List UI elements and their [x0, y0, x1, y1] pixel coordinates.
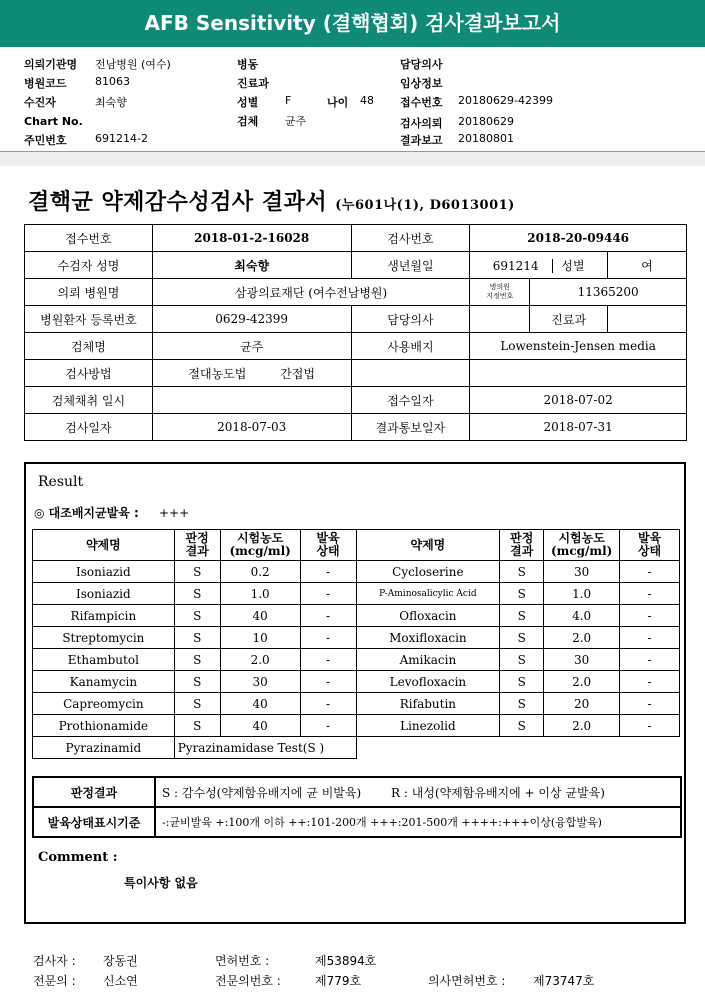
control-growth	[34, 504, 189, 521]
test-date-label: 검사일자	[25, 414, 153, 441]
clinical-label: 임상정보	[400, 77, 443, 90]
growth-status: -	[300, 671, 356, 693]
dob-value	[470, 252, 608, 279]
drug-name: Streptomycin	[33, 627, 175, 649]
judge-result: S	[174, 671, 220, 693]
method-value	[152, 360, 351, 387]
judge-result: S	[174, 605, 220, 627]
test-no-label: 검사번호	[351, 225, 470, 252]
judge-result: S	[500, 583, 544, 605]
test-concentration: 10	[220, 627, 300, 649]
ward-label: 병동	[237, 58, 259, 71]
growth-status: -	[620, 583, 680, 605]
table-row	[33, 605, 680, 627]
hospital-label: 의뢰 병원명	[25, 279, 153, 306]
reg-value: 0629-42399	[152, 306, 351, 333]
judge-result: S	[174, 649, 220, 671]
drug-name: Pyrazinamid	[33, 737, 175, 759]
name-value: 최숙향	[152, 252, 351, 279]
institution-value: 전남병원 (여수)	[95, 58, 171, 71]
growth-status: -	[300, 561, 356, 583]
doctor-label: 담당의사	[351, 306, 470, 333]
col-drug-left: 약제명	[33, 530, 175, 561]
report-banner-title: AFB Sensitivity (결핵협회) 검사결과보고서	[0, 0, 705, 47]
judge-result: S	[500, 693, 544, 715]
judge-result: S	[500, 671, 544, 693]
receipt-no-label: 접수번호	[25, 225, 153, 252]
growth-status: -	[620, 693, 680, 715]
col-judge-right-1: 판정	[510, 531, 534, 545]
table-row	[33, 671, 680, 693]
result-label: Result	[38, 474, 84, 490]
growth-status: -	[300, 605, 356, 627]
drug-name: Amikacin	[356, 649, 500, 671]
doctor-label: 담당의사	[400, 58, 443, 71]
document-title	[28, 185, 515, 216]
test-concentration: 30	[220, 671, 300, 693]
growth-status: -	[300, 583, 356, 605]
doctor-value	[470, 306, 530, 333]
sex-value: F	[285, 94, 292, 107]
drug-name: Cycloserine	[356, 561, 500, 583]
drug-name: Moxifloxacin	[356, 627, 500, 649]
comment-value: 특이사항 없음	[124, 876, 198, 890]
footer	[0, 948, 705, 998]
table-row	[33, 649, 680, 671]
specialist-no-label: 전문의번호 :	[215, 974, 281, 988]
medium-label: 사용배지	[351, 333, 470, 360]
judge-result: S	[500, 627, 544, 649]
collect-value	[152, 387, 351, 414]
method-empty	[351, 360, 470, 387]
designated-label-line-1: 병의원	[489, 283, 510, 291]
dept-label: 진료과	[237, 77, 269, 90]
growth-status: -	[620, 605, 680, 627]
judge-result: S	[174, 627, 220, 649]
requested-value: 20180629	[458, 115, 514, 128]
col-conc-right-1: 시험농도	[558, 531, 605, 545]
reported-value: 20180801	[458, 132, 514, 145]
patient-info-table	[24, 224, 687, 441]
growth-status: -	[300, 693, 356, 715]
legend-judge-s: S : 감수성(약제함유배지에 균 비발육)	[162, 785, 362, 800]
receive-label: 접수일자	[351, 387, 470, 414]
drug-name: Rifampicin	[33, 605, 175, 627]
test-date-value: 2018-07-03	[152, 414, 351, 441]
document-subtitle: (누601나(1), D6013001)	[335, 198, 515, 213]
judge-result: S	[174, 561, 220, 583]
patient-label: 수진자	[24, 96, 56, 109]
reg-label: 병원환자 등록번호	[25, 306, 153, 333]
test-concentration: 2.0	[544, 627, 620, 649]
method-2: 간접법	[280, 366, 315, 381]
test-concentration: 40	[220, 693, 300, 715]
drug-name: Levofloxacin	[356, 671, 500, 693]
chart-label: Chart No.	[24, 115, 83, 128]
judge-result: S	[500, 561, 544, 583]
test-concentration: 2.0	[220, 649, 300, 671]
legend-growth-label: 발육상태표시기준	[33, 807, 155, 837]
table-row	[33, 715, 680, 737]
drug-name: Ethambutol	[33, 649, 175, 671]
requested-label: 검사의뢰	[400, 117, 443, 130]
judge-result: S	[500, 715, 544, 737]
drug-name: Isoniazid	[33, 561, 175, 583]
accession-value: 20180629-42399	[458, 94, 553, 107]
specimen-value: 균주	[285, 115, 307, 128]
dept-value	[608, 306, 687, 333]
sex-label-cell: 성별	[552, 259, 584, 273]
test-concentration: 40	[220, 715, 300, 737]
growth-status: -	[620, 561, 680, 583]
test-concentration: 4.0	[544, 605, 620, 627]
test-concentration: 20	[544, 693, 620, 715]
growth-status: -	[300, 715, 356, 737]
dob-text: 691214	[492, 258, 539, 273]
table-row-pyrazinamide	[33, 737, 680, 759]
test-concentration: 30	[544, 649, 620, 671]
table-row	[33, 561, 680, 583]
method-label: 검사방법	[25, 360, 153, 387]
growth-status: -	[620, 649, 680, 671]
legend-judge-value	[155, 777, 681, 807]
col-conc-right	[544, 530, 620, 561]
col-growth-right-2: 상태	[637, 544, 662, 558]
growth-status: -	[620, 671, 680, 693]
col-judge-right	[500, 530, 544, 561]
specialist-label: 전문의 :	[33, 974, 76, 988]
drug-name: Isoniazid	[33, 583, 175, 605]
legend-growth-value: -:균비발육 +:100개 이하 ++:101-200개 +++:201-500개 ++++:+++이상(융합발육)	[155, 807, 681, 837]
growth-status: -	[620, 715, 680, 737]
col-growth-left-2: 상태	[316, 544, 340, 558]
document-title-text: 결핵균 약제감수성검사 결과서	[28, 189, 328, 215]
designated-value: 11365200	[530, 279, 687, 306]
doctor-license-value: 제73747호	[533, 974, 595, 988]
judge-result: S	[500, 605, 544, 627]
tester-label: 검사자 :	[33, 954, 76, 968]
table-row	[33, 583, 680, 605]
license-value: 제53894호	[315, 954, 377, 968]
specimen-value: 균주	[152, 333, 351, 360]
doctor-license-label: 의사면허번호 :	[428, 974, 506, 988]
drug-table	[32, 529, 680, 759]
patient-value: 최숙향	[95, 96, 127, 109]
control-growth-value: +++	[158, 506, 190, 520]
method-empty-2	[470, 360, 687, 387]
col-conc-left	[220, 530, 300, 561]
table-row	[33, 627, 680, 649]
specimen-label: 검체명	[25, 333, 153, 360]
test-no-value: 2018-20-09446	[470, 225, 687, 252]
col-drug-right: 약제명	[356, 530, 500, 561]
result-box	[24, 462, 686, 924]
col-judge-left-2: 결과	[185, 544, 209, 558]
tester-value: 장동권	[103, 954, 138, 968]
col-growth-left	[300, 530, 356, 561]
receipt-no-value: 2018-01-2-16028	[152, 225, 351, 252]
col-growth-right	[620, 530, 680, 561]
dept-label: 진료과	[530, 306, 608, 333]
specialist-no-value: 제779호	[315, 974, 362, 988]
table-row	[33, 693, 680, 715]
resident-value: 691214-2	[95, 132, 148, 145]
col-conc-left-2: (mcg/ml)	[229, 544, 291, 558]
test-concentration: 2.0	[544, 715, 620, 737]
test-concentration: 1.0	[220, 583, 300, 605]
accession-label: 접수번호	[400, 96, 443, 109]
legend-table	[32, 776, 682, 838]
hospital-code-value: 81063	[95, 75, 130, 88]
sex-label: 성별	[237, 96, 259, 109]
hospital-value: 삼광의료재단 (여수전남병원)	[152, 279, 469, 306]
notify-value: 2018-07-31	[470, 414, 687, 441]
col-conc-left-1: 시험농도	[236, 531, 284, 545]
judge-result: S	[174, 583, 220, 605]
empty-cell	[356, 737, 679, 759]
legend-judge-r: R : 내성(약제함유배지에 + 이상 균발육)	[391, 785, 605, 800]
judge-result: S	[174, 715, 220, 737]
hospital-code-label: 병원코드	[24, 77, 67, 90]
test-concentration: 30	[544, 561, 620, 583]
age-value: 48	[360, 94, 374, 107]
col-conc-right-2: (mcg/ml)	[550, 544, 613, 558]
drug-name: Ofloxacin	[356, 605, 500, 627]
test-concentration: 40	[220, 605, 300, 627]
specimen-label: 검체	[237, 115, 259, 128]
legend-judge-label: 판정결과	[33, 777, 155, 807]
comment-label: Comment :	[38, 850, 118, 865]
judge-result: S	[174, 693, 220, 715]
drug-name: Capreomycin	[33, 693, 175, 715]
control-growth-label: ◎ 대조배지균발육 :	[34, 506, 139, 520]
notify-label: 결과통보일자	[351, 414, 470, 441]
growth-status: -	[300, 627, 356, 649]
drug-name: Prothionamide	[33, 715, 175, 737]
col-judge-left	[174, 530, 220, 561]
drug-name: Rifabutin	[356, 693, 500, 715]
col-growth-left-1: 발육	[316, 531, 340, 545]
drug-table-header	[33, 530, 680, 561]
header-band	[0, 152, 705, 166]
growth-status: -	[620, 627, 680, 649]
drug-name: P-Aminosalicylic Acid	[356, 583, 500, 605]
designated-label	[470, 279, 530, 306]
judge-result: S	[500, 649, 544, 671]
test-concentration: 0.2	[220, 561, 300, 583]
method-1: 절대농도법	[188, 366, 247, 381]
medium-value: Lowenstein-Jensen media	[470, 333, 687, 360]
report-header	[0, 52, 705, 148]
institution-label: 의뢰기관명	[24, 58, 78, 71]
designated-label-line-2: 지정번호	[486, 292, 514, 300]
sex-value: 여	[608, 252, 687, 279]
pyrazinamidase-result: Pyrazinamidase Test(S )	[174, 737, 356, 759]
specialist-value: 신소연	[103, 974, 138, 988]
license-label: 면허번호 :	[215, 954, 270, 968]
test-concentration: 2.0	[544, 671, 620, 693]
test-concentration: 1.0	[544, 583, 620, 605]
col-judge-left-1: 판정	[185, 531, 209, 545]
age-label: 나이	[327, 96, 349, 109]
collect-label: 검체채취 일시	[25, 387, 153, 414]
drug-name: Linezolid	[356, 715, 500, 737]
name-label: 수검자 성명	[25, 252, 153, 279]
receive-value: 2018-07-02	[470, 387, 687, 414]
reported-label: 결과보고	[400, 134, 443, 147]
dob-label: 생년월일	[351, 252, 470, 279]
drug-name: Kanamycin	[33, 671, 175, 693]
col-growth-right-1: 발육	[637, 531, 662, 545]
resident-label: 주민번호	[24, 134, 67, 147]
col-judge-right-2: 결과	[510, 544, 534, 558]
growth-status: -	[300, 649, 356, 671]
